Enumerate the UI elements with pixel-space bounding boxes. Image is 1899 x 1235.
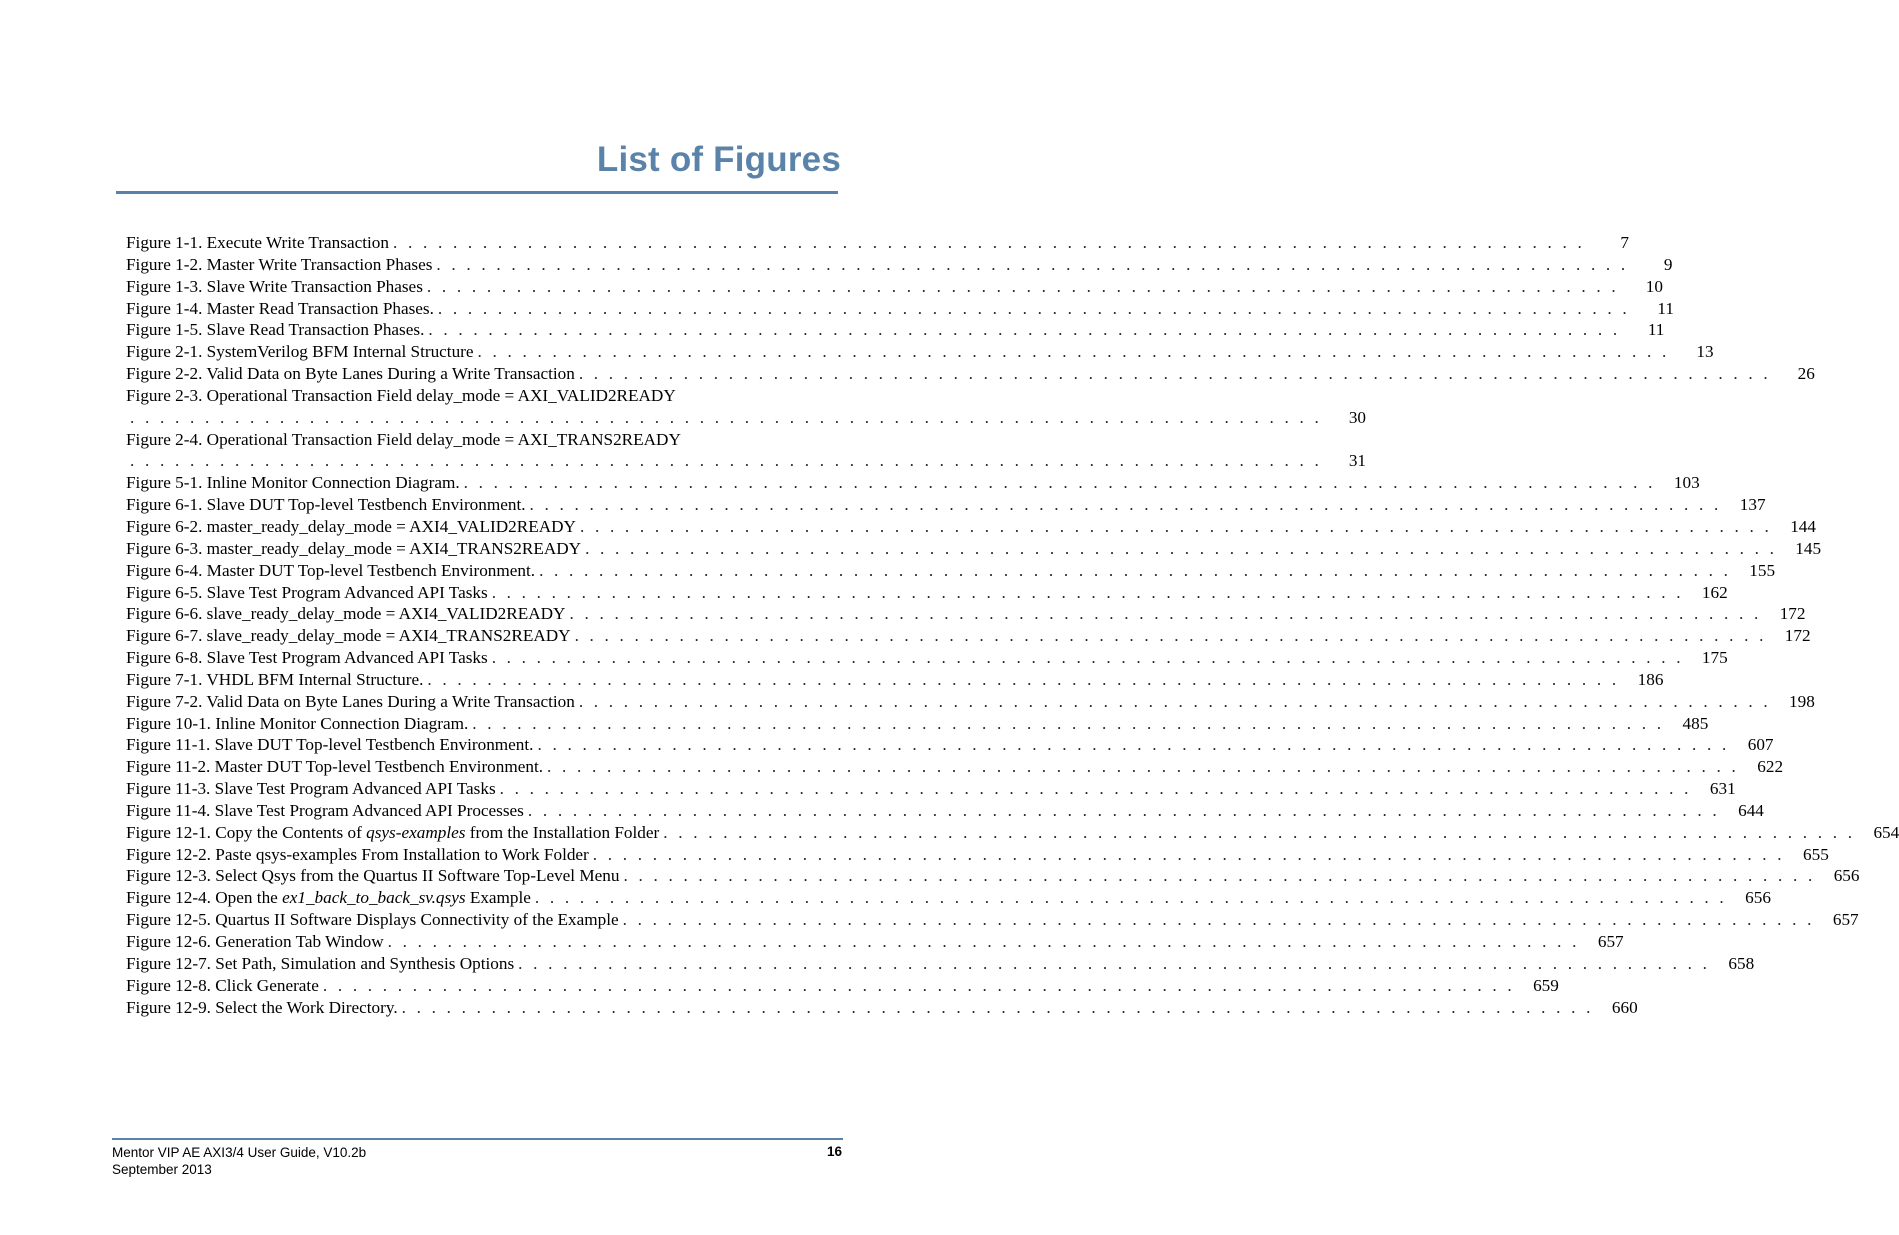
footer-date: September 2013 — [112, 1162, 212, 1177]
dot-leader: . . . . . . . . . . . . . . . . . . . . . . . . . . . . . . . . . . . . . . . . . . . . . . . . . . . . . . . . . . . . . . . . . . . . . . . . . . . . . . . . — [539, 560, 1732, 580]
page-number[interactable]: 654 — [1873, 822, 1899, 842]
list-item[interactable] — [126, 341, 1714, 363]
dot-leader: . . . . . . . . . . . . . . . . . . . . . . . . . . . . . . . . . . . . . . . . . . . . . . . . . . . . . . . . . . . . . . . . . . . . . . . . . . . . . . . . — [537, 735, 1730, 755]
page-number[interactable]: 658 — [1728, 953, 1755, 973]
figure-title-text: Figure 12-6. Generation Tab Window — [126, 932, 384, 951]
figure-title-text: Figure 10-1. Inline Monitor Connection Diagram. — [126, 713, 469, 733]
page-number[interactable]: 644 — [1738, 800, 1764, 820]
figure-title[interactable] — [126, 625, 571, 647]
figure-title-text: Figure 2-4. Operational Transaction Field delay_mode = AXI_TRANS2READY — [126, 429, 681, 449]
figure-title-text: Figure 11-1. Slave DUT Top-level Testbench Environment. — [126, 735, 534, 755]
dot-leader: . . . . . . . . . . . . . . . . . . . . . . . . . . . . . . . . . . . . . . . . . . . . . . . . . . . . . . . . . . . . . . . . . . . . . . . . . . . . . . . . — [130, 407, 1323, 427]
list-item[interactable] — [126, 603, 1806, 625]
page-number[interactable]: 7 — [1620, 233, 1629, 252]
dot-leader: . . . . . . . . . . . . . . . . . . . . . . . . . . . . . . . . . . . . . . . . . . . . . . . . . . . . . . . . . . . . . . . . . . . . . . . . . . . . . . . . — [529, 495, 1722, 515]
list-item[interactable] — [126, 625, 1811, 647]
page-number[interactable]: 622 — [1757, 757, 1784, 777]
list-item[interactable] — [126, 560, 1776, 582]
dot-leader: . . . . . . . . . . . . . . . . . . . . . . . . . . . . . . . . . . . . . . . . . . . . . . . . . . . . . . . . . . . . . . . . . . . . . . . . . . . . . . . . — [569, 604, 1762, 624]
footer-page-number: 16 — [826, 1144, 842, 1159]
list-item[interactable] — [126, 472, 1700, 494]
page-number[interactable]: 9 — [1663, 254, 1673, 274]
figure-title-text: Figure 11-4. Slave Test Program Advanced API Processes — [126, 800, 524, 820]
page-number[interactable]: 660 — [1611, 997, 1638, 1017]
figure-title[interactable] — [126, 734, 533, 756]
figure-title-text: Figure 12-2. Paste qsys-examples From Installation to Work Folder — [126, 844, 589, 864]
page-number[interactable]: 11 — [1647, 320, 1665, 340]
figure-title-text: Figure 11-3. Slave Test Program Advanced API Tasks — [126, 779, 496, 799]
page-number[interactable]: 175 — [1701, 648, 1728, 668]
page-number[interactable]: 656 — [1745, 888, 1771, 908]
figure-title[interactable] — [126, 669, 423, 691]
figure-title[interactable] — [126, 887, 531, 909]
figure-title[interactable] — [126, 298, 434, 320]
figure-title-text: Figure 7-2. Valid Data on Byte Lanes During a Write Transaction — [126, 691, 575, 711]
figure-title[interactable] — [126, 582, 488, 604]
page-number[interactable]: 198 — [1789, 691, 1815, 711]
figure-title-text: Figure 6-5. Slave Test Program Advanced API Tasks — [126, 582, 488, 602]
page-number[interactable]: 10 — [1645, 276, 1663, 296]
list-item[interactable] — [126, 822, 1899, 844]
list-item[interactable] — [126, 516, 1816, 538]
figure-title[interactable] — [126, 931, 384, 953]
list-item[interactable] — [126, 669, 1664, 691]
list-item[interactable] — [126, 844, 1829, 866]
figure-title[interactable] — [126, 844, 589, 866]
page-number[interactable]: 103 — [1673, 473, 1700, 493]
figure-title-italic: qsys-examples — [366, 822, 466, 842]
dot-leader: . . . . . . . . . . . . . . . . . . . . . . . . . . . . . . . . . . . . . . . . . . . . . . . . . . . . . . . . . . . . . . . . . . . . . . . . . . . . . . . . — [499, 779, 1692, 799]
list-item[interactable] — [126, 385, 842, 407]
list-item-continuation — [126, 407, 1367, 429]
figure-title[interactable] — [126, 603, 565, 625]
dot-leader: . . . . . . . . . . . . . . . . . . . . . . . . . . . . . . . . . . . . . . . . . . . . . . . . . . . . . . . . . . . . . . . . . . . . . . . . . . . . . . . . — [463, 473, 1656, 493]
dot-leader: . . . . . . . . . . . . . . . . . . . . . . . . . . . . . . . . . . . . . . . . . . . . . . . . . . . . . . . . . . . . . . . . . . . . . . . . . . . . . . . . — [585, 538, 1778, 558]
list-item[interactable] — [126, 887, 1771, 909]
page-number[interactable]: 657 — [1597, 932, 1624, 951]
title-divider — [116, 191, 838, 194]
list-item[interactable] — [126, 931, 1624, 953]
list-item[interactable] — [126, 734, 1774, 756]
list-item[interactable] — [126, 319, 1665, 341]
page-number[interactable]: 172 — [1779, 604, 1806, 624]
figure-title[interactable] — [126, 472, 460, 494]
dot-leader: . . . . . . . . . . . . . . . . . . . . . . . . . . . . . . . . . . . . . . . . . . . . . . . . . . . . . . . . . . . . . . . . . . . . . . . . . . . . . . . . — [428, 320, 1621, 340]
page-number[interactable]: 657 — [1832, 910, 1859, 930]
figure-title[interactable] — [126, 756, 543, 778]
figure-title-text: Figure 6-2. master_ready_delay_mode = AXI4_VALID2READY — [126, 516, 576, 536]
dot-leader: . . . . . . . . . . . . . . . . . . . . . . . . . . . . . . . . . . . . . . . . . . . . . . . . . . . . . . . . . . . . . . . . . . . . . . . . . . . . . . . . — [578, 691, 1771, 711]
figure-title-text: Figure 12-4. Open the — [126, 888, 283, 908]
dot-leader: . . . . . . . . . . . . . . . . . . . . . . . . . . . . . . . . . . . . . . . . . . . . . . . . . . . . . . . . . . . . . . . . . . . . . . . . . . . . . . . . — [547, 757, 1740, 777]
dot-leader: . . . . . . . . . . . . . . . . . . . . . . . . . . . . . . . . . . . . . . . . . . . . . . . . . . . . . . . . . . . . . . . . . . . . . . . . . . . . . . . . — [622, 910, 1815, 930]
page-number[interactable]: 145 — [1795, 538, 1822, 558]
figure-title[interactable] — [126, 516, 576, 538]
dot-leader: . . . . . . . . . . . . . . . . . . . . . . . . . . . . . . . . . . . . . . . . . . . . . . . . . . . . . . . . . . . . . . . . . . . . . . . . . . . . . . . . — [579, 516, 1772, 536]
figure-title-text: Figure 5-1. Inline Monitor Connection Diagram. — [126, 473, 460, 493]
dot-leader: . . . . . . . . . . . . . . . . . . . . . . . . . . . . . . . . . . . . . . . . . . . . . . . . . . . . . . . . . . . . . . . . . . . . . . . . . . . . . . . . — [322, 975, 1515, 995]
page-number[interactable]: 172 — [1784, 626, 1811, 646]
figure-title-text: Figure 1-4. Master Read Transaction Phases. — [126, 298, 434, 318]
page-title: List of Figures — [596, 140, 841, 179]
figure-title-text: Figure 2-1. SystemVerilog BFM Internal Structure — [126, 342, 474, 362]
page-number[interactable]: 13 — [1696, 342, 1714, 362]
dot-leader: . . . . . . . . . . . . . . . . . . . . . . . . . . . . . . . . . . . . . . . . . . . . . . . . . . . . . . . . . . . . . . . . . . . . . . . . . . . . . . . . — [477, 342, 1670, 362]
dot-leader: . . . . . . . . . . . . . . . . . . . . . . . . . . . . . . . . . . . . . . . . . . . . . . . . . . . . . . . . . . . . . . . . . . . . . . . . . . . . . . . . — [491, 648, 1684, 668]
list-item[interactable] — [126, 800, 1764, 822]
figure-title-text: Figure 2-3. Operational Transaction Field delay_mode = AXI_VALID2READY — [126, 385, 676, 405]
figure-title[interactable] — [126, 494, 526, 516]
page-number[interactable]: 144 — [1790, 516, 1816, 536]
figure-title[interactable] — [126, 778, 496, 800]
figure-title-text: Figure 6-1. Slave DUT Top-level Testbench Environment. — [126, 495, 526, 515]
dot-leader: . . . . . . . . . . . . . . . . . . . . . . . . . . . . . . . . . . . . . . . . . . . . . . . . . . . . . . . . . . . . . . . . . . . . . . . . . . . . . . . . — [427, 669, 1620, 689]
figure-title-text: Figure 12-5. Quartus II Software Displays Connectivity of the Example — [126, 910, 619, 930]
figure-title-text: Figure 12-8. Click Generate — [126, 975, 319, 995]
figure-title[interactable] — [126, 363, 575, 385]
list-item[interactable] — [126, 298, 1674, 320]
figure-title[interactable] — [126, 232, 389, 254]
list-item[interactable] — [126, 429, 842, 451]
figure-title-text: Figure 12-7. Set Path, Simulation and Synthesis Options — [126, 953, 515, 973]
list-item[interactable] — [126, 997, 1638, 1019]
figure-title[interactable] — [126, 254, 432, 276]
dot-leader: . . . . . . . . . . . . . . . . . . . . . . . . . . . . . . . . . . . . . . . . . . . . . . . . . . . . . . . . . . . . . . . . . . . . . . . . . . . . . . . . — [527, 800, 1720, 820]
dot-leader: . . . . . . . . . . . . . . . . . . . . . . . . . . . . . . . . . . . . . . . . . . . . . . . . . . . . . . . . . . . . . . . . . . . . . . . . . . . . . . . . — [130, 451, 1323, 471]
page-number[interactable]: 162 — [1701, 582, 1728, 602]
list-item[interactable] — [126, 254, 1673, 276]
dot-leader: . . . . . . . . . . . . . . . . . . . . . . . . . . . . . . . . . . . . . . . . . . . . . . . . . . . . . . . . . . . . . . . . . . . . . . . . . . . . . . . . — [623, 866, 1816, 886]
list-item[interactable] — [126, 865, 1860, 887]
dot-leader: . . . . . . . . . . . . . . . . . . . . . . . . . . . . . . . . . . . . . . . . . . . . . . . . . . . . . . . . . . . . . . . . . . . . . . . . . . . . . . . . — [518, 953, 1711, 973]
footer-divider — [112, 1138, 843, 1140]
figure-title-text: Figure 7-1. VHDL BFM Internal Structure. — [126, 669, 424, 689]
page-number[interactable]: 31 — [1348, 451, 1367, 471]
figure-title[interactable] — [126, 713, 468, 735]
dot-leader: . . . . . . . . . . . . . . . . . . . . . . . . . . . . . . . . . . . . . . . . . . . . . . . . . . . . . . . . . . . . . . . . . . . . . . . . . . . . . . . . — [436, 254, 1629, 274]
figure-title[interactable] — [126, 538, 581, 560]
page-number[interactable]: 186 — [1637, 669, 1664, 689]
figure-title[interactable] — [126, 953, 514, 975]
figure-title[interactable] — [126, 691, 575, 713]
list-item[interactable] — [126, 276, 1663, 298]
figure-title-text: Figure 6-8. Slave Test Program Advanced API Tasks — [126, 648, 488, 668]
dot-leader: . . . . . . . . . . . . . . . . . . . . . . . . . . . . . . . . . . . . . . . . . . . . . . . . . . . . . . . . . . . . . . . . . . . . . . . . . . . . . . . . — [426, 276, 1619, 296]
list-item[interactable] — [126, 582, 1728, 604]
list-item[interactable] — [126, 778, 1736, 800]
page-number[interactable]: 655 — [1803, 844, 1829, 864]
figure-title[interactable] — [126, 865, 619, 887]
list-item[interactable] — [126, 756, 1784, 778]
figure-title[interactable] — [126, 341, 474, 363]
list-item[interactable] — [126, 494, 1766, 516]
figure-title-text: Figure 2-2. Valid Data on Byte Lanes During a Write Transaction — [126, 364, 575, 384]
list-of-figures — [126, 232, 1899, 1018]
footer-doc-title: Mentor VIP AE AXI3/4 User Guide, V10.2b — [112, 1145, 367, 1160]
figure-title[interactable] — [126, 975, 319, 997]
page-number[interactable]: 30 — [1348, 407, 1367, 427]
dot-leader: . . . . . . . . . . . . . . . . . . . . . . . . . . . . . . . . . . . . . . . . . . . . . . . . . . . . . . . . . . . . . . . . . . . . . . . . . . . . . . . . — [663, 822, 1856, 842]
list-item[interactable] — [126, 713, 1709, 735]
list-item[interactable] — [126, 538, 1822, 560]
dot-leader: . . . . . . . . . . . . . . . . . . . . . . . . . . . . . . . . . . . . . . . . . . . . . . . . . . . . . . . . . . . . . . . . . . . . . . . . . . . . . . . . — [401, 997, 1594, 1017]
figure-title[interactable] — [126, 800, 524, 822]
page-number[interactable]: 137 — [1739, 495, 1766, 515]
page-number[interactable]: 485 — [1682, 713, 1709, 733]
dot-leader: . . . . . . . . . . . . . . . . . . . . . . . . . . . . . . . . . . . . . . . . . . . . . . . . . . . . . . . . . . . . . . . . . . . . . . . . . . . . . . . . — [534, 888, 1727, 908]
figure-title-suffix: Example — [465, 888, 531, 908]
figure-title-text: Figure 6-4. Master DUT Top-level Testbench Environment. — [126, 560, 536, 580]
dot-leader: . . . . . . . . . . . . . . . . . . . . . . . . . . . . . . . . . . . . . . . . . . . . . . . . . . . . . . . . . . . . . . . . . . . . . . . . . . . . . . . . — [574, 626, 1767, 646]
list-item[interactable] — [126, 363, 1815, 385]
page-number[interactable]: 607 — [1747, 735, 1774, 755]
page-number[interactable]: 631 — [1709, 779, 1736, 799]
figure-title[interactable] — [126, 647, 488, 669]
dot-leader: . . . . . . . . . . . . . . . . . . . . . . . . . . . . . . . . . . . . . . . . . . . . . . . . . . . . . . . . . . . . . . . . . . . . . . . . . . . . . . . . — [387, 932, 1580, 951]
figure-title-text: Figure 12-9. Select the Work Directory. — [126, 997, 398, 1017]
figure-title-italic: ex1_back_to_back_sv.qsys — [282, 888, 466, 908]
figure-title-text: Figure 6-6. slave_ready_delay_mode = AXI4_VALID2READY — [126, 604, 566, 624]
list-item[interactable] — [126, 232, 1629, 254]
figure-title[interactable] — [126, 385, 842, 407]
figure-title[interactable] — [126, 560, 535, 582]
footer-info — [112, 1144, 366, 1178]
figure-title-text: Figure 12-3. Select Qsys from the Quartus II Software Top-Level Menu — [126, 866, 620, 886]
figure-title-text: Figure 6-3. master_ready_delay_mode = AXI4_TRANS2READY — [126, 538, 582, 558]
page-number[interactable]: 155 — [1749, 560, 1776, 580]
page-number[interactable]: 11 — [1657, 298, 1674, 318]
figure-title-suffix: from the Installation Folder — [465, 822, 660, 842]
figure-title-text: Figure 1-3. Slave Write Transaction Phases — [126, 276, 423, 296]
figure-title-text: Figure 6-7. slave_ready_delay_mode = AXI4_TRANS2READY — [126, 626, 571, 646]
figure-title-text: Figure 1-5. Slave Read Transaction Phases. — [126, 320, 425, 340]
figure-title[interactable] — [126, 429, 842, 451]
figure-title[interactable] — [126, 822, 659, 844]
figure-title[interactable] — [126, 276, 423, 298]
dot-leader: . . . . . . . . . . . . . . . . . . . . . . . . . . . . . . . . . . . . . . . . . . . . . . . . . . . . . . . . . . . . . . . . . . . . . . . . . . . . . . . . — [578, 364, 1771, 384]
figure-title[interactable] — [126, 997, 398, 1019]
figure-title-text: Figure 11-2. Master DUT Top-level Testbench Environment. — [126, 757, 544, 777]
figure-title-text: Figure 1-1. Execute Write Transaction — [126, 233, 389, 252]
figure-title[interactable] — [126, 319, 424, 341]
page-number[interactable]: 656 — [1833, 866, 1860, 886]
list-item[interactable] — [126, 975, 1559, 997]
list-item[interactable] — [126, 647, 1728, 669]
list-item-continuation — [126, 450, 1367, 472]
list-item[interactable] — [126, 691, 1815, 713]
figure-title-text: Figure 12-1. Copy the Contents of — [126, 822, 367, 842]
figure-title-text: Figure 1-2. Master Write Transaction Phases — [126, 254, 433, 274]
list-item[interactable] — [126, 953, 1755, 975]
dot-leader: . . . . . . . . . . . . . . . . . . . . . . . . . . . . . . . . . . . . . . . . . . . . . . . . . . . . . . . . . . . . . . . . . . . . . . . . . . . . . . . . — [592, 844, 1785, 864]
dot-leader: . . . . . . . . . . . . . . . . . . . . . . . . . . . . . . . . . . . . . . . . . . . . . . . . . . . . . . . . . . . . . . . . . . . . . . . . . . . . . . . . — [392, 233, 1585, 252]
page-number[interactable]: 26 — [1797, 364, 1815, 384]
dot-leader: . . . . . . . . . . . . . . . . . . . . . . . . . . . . . . . . . . . . . . . . . . . . . . . . . . . . . . . . . . . . . . . . . . . . . . . . . . . . . . . . — [472, 713, 1665, 733]
list-item[interactable] — [126, 909, 1859, 931]
dot-leader: . . . . . . . . . . . . . . . . . . . . . . . . . . . . . . . . . . . . . . . . . . . . . . . . . . . . . . . . . . . . . . . . . . . . . . . . . . . . . . . . — [437, 298, 1630, 318]
dot-leader: . . . . . . . . . . . . . . . . . . . . . . . . . . . . . . . . . . . . . . . . . . . . . . . . . . . . . . . . . . . . . . . . . . . . . . . . . . . . . . . . — [491, 582, 1684, 602]
page-number[interactable]: 659 — [1533, 975, 1559, 995]
figure-title[interactable] — [126, 909, 619, 931]
